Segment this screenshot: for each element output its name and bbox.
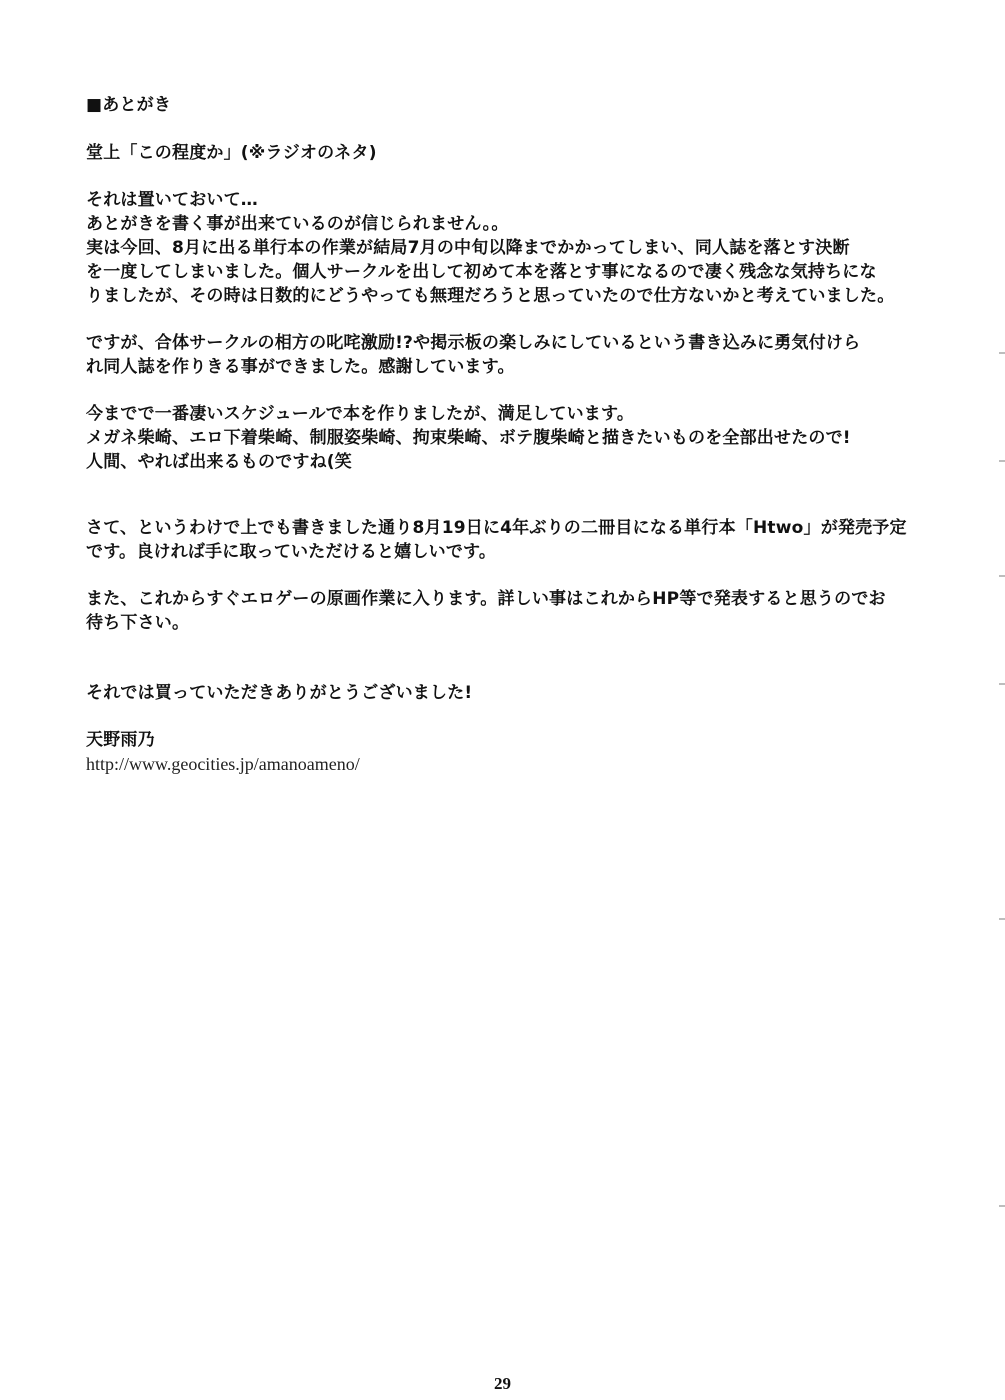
text-line: れ同人誌を作りきる事ができました。感謝しています。 bbox=[86, 357, 515, 377]
closing-line: それでは買っていただきありがとうございました! bbox=[86, 683, 473, 703]
text-line: さて、というわけで上でも書きました通り8月19日に4年ぶりの二冊目になる単行本「Htwo」が発売予定 bbox=[86, 518, 907, 538]
text-line: りましたが、その時は日数的にどうやっても無理だろうと思っていたので仕方ないかと考えていました。 bbox=[86, 286, 895, 306]
text-line: 今までで一番凄いスケジュールで本を作りましたが、満足しています。 bbox=[86, 404, 635, 424]
scan-mark bbox=[999, 1205, 1005, 1207]
author-url: http://www.geocities.jp/amanoameno/ bbox=[86, 754, 360, 774]
afterword-heading: ■あとがき bbox=[86, 95, 172, 115]
quote-line: 堂上「この程度か」(※ラジオのネタ) bbox=[86, 143, 377, 163]
page-number: 29 bbox=[494, 1374, 511, 1393]
text-line: 実は今回、8月に出る単行本の作業が結局7月の中旬以降までかかってしまい、同人誌を落とす決断 bbox=[86, 238, 850, 258]
text-line: メガネ柴崎、エロ下着柴崎、制服姿柴崎、拘束柴崎、ボテ腹柴崎と描きたいものを全部出せたので! bbox=[86, 428, 851, 448]
text-line: です。良ければ手に取っていただけると嬉しいです。 bbox=[86, 542, 497, 562]
text-line: を一度してしまいました。個人サークルを出して初めて本を落とす事になるので凄く残念な気持ちにな bbox=[86, 262, 877, 282]
text-line: あとがきを書く事が出来ているのが信じられません。。 bbox=[86, 214, 509, 234]
text-line: 待ち下さい。 bbox=[86, 613, 190, 633]
scan-mark bbox=[999, 918, 1005, 920]
author-name: 天野雨乃 bbox=[86, 730, 155, 750]
scan-mark bbox=[999, 683, 1005, 685]
scan-mark bbox=[999, 460, 1005, 462]
text-line: 人間、やれば出来るものですね(笑 bbox=[86, 452, 352, 472]
scan-mark bbox=[999, 575, 1005, 577]
text-line: それは置いておいて… bbox=[86, 190, 258, 210]
text-line: また、これからすぐエロゲーの原画作業に入ります。詳しい事はこれからHP等で発表すると思うのでお bbox=[86, 589, 886, 609]
scan-mark bbox=[999, 352, 1005, 354]
text-line: ですが、合体サークルの相方の叱咤激励!?や掲示板の楽しみにしているという書き込みに勇気付けら bbox=[86, 333, 861, 353]
